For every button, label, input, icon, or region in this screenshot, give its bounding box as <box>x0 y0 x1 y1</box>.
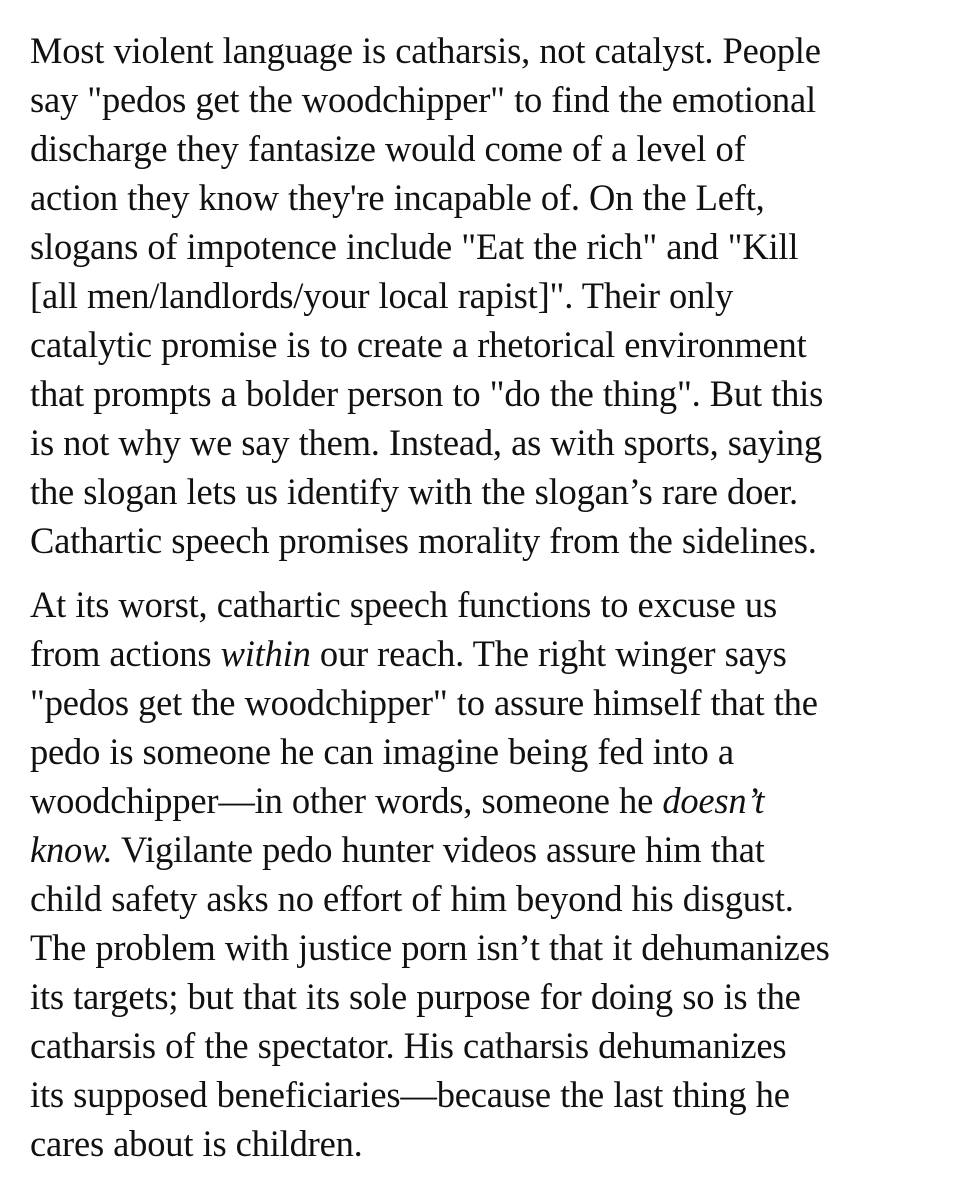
text-run: discharge they fantasize would come of a level of <box>30 128 746 169</box>
text-line <box>30 516 940 565</box>
text-line <box>30 727 940 776</box>
paragraph-2 <box>30 580 940 1168</box>
text-line <box>30 1070 940 1119</box>
text-run: Most violent language is catharsis, not catalyst. People <box>30 30 821 71</box>
text-line <box>30 629 940 678</box>
text-run: woodchipper—in other words, someone he <box>30 780 663 821</box>
text-run: "pedos get the woodchipper" to assure himself that the <box>30 682 818 723</box>
text-run: Cathartic speech promises morality from the sidelines. <box>30 520 817 561</box>
text-run: catalytic promise is to create a rhetorical environment <box>30 324 807 365</box>
text-line <box>30 124 940 173</box>
emphasis-know: know. <box>30 829 113 870</box>
text-run: action they know they're incapable of. On the Left, <box>30 177 765 218</box>
text-line <box>30 580 940 629</box>
document-body <box>30 26 940 1168</box>
paragraph-1 <box>30 26 940 565</box>
text-line <box>30 320 940 369</box>
text-run: catharsis of the spectator. His catharsis dehumanizes <box>30 1025 787 1066</box>
text-run: its supposed beneficiaries—because the last thing he <box>30 1074 790 1115</box>
text-run: pedo is someone he can imagine being fed into a <box>30 731 734 772</box>
text-run: [all men/landlords/your local rapist]". Their only <box>30 275 734 316</box>
text-line <box>30 467 940 516</box>
text-run: the slogan lets us identify with the slogan’s rare doer. <box>30 471 798 512</box>
text-line <box>30 75 940 124</box>
text-run: say "pedos get the woodchipper" to find the emotional <box>30 79 816 120</box>
text-line <box>30 972 940 1021</box>
text-line <box>30 923 940 972</box>
text-run: The problem with justice porn isn’t that it dehumanizes <box>30 927 830 968</box>
text-line <box>30 1119 940 1168</box>
text-line <box>30 874 940 923</box>
emphasis-doesnt: doesn’t <box>662 780 765 821</box>
text-line <box>30 173 940 222</box>
text-run: from actions <box>30 633 221 674</box>
text-line <box>30 825 940 874</box>
text-line <box>30 369 940 418</box>
text-run: cares about is children. <box>30 1123 363 1164</box>
text-line <box>30 678 940 727</box>
text-run: its targets; but that its sole purpose for doing so is the <box>30 976 801 1017</box>
emphasis-within: within <box>220 633 311 674</box>
text-line <box>30 222 940 271</box>
text-run: slogans of impotence include "Eat the rich" and "Kill <box>30 226 799 267</box>
text-line <box>30 26 940 75</box>
text-line <box>30 776 940 825</box>
text-run: Vigilante pedo hunter videos assure him that <box>112 829 765 870</box>
text-line <box>30 271 940 320</box>
text-line <box>30 418 940 467</box>
text-run: At its worst, cathartic speech functions to excuse us <box>30 584 777 625</box>
text-line <box>30 1021 940 1070</box>
text-run: our reach. The right winger says <box>310 633 787 674</box>
text-run: that prompts a bolder person to "do the thing". But this <box>30 373 824 414</box>
text-run: child safety asks no effort of him beyond his disgust. <box>30 878 794 919</box>
text-run: is not why we say them. Instead, as with sports, saying <box>30 422 822 463</box>
